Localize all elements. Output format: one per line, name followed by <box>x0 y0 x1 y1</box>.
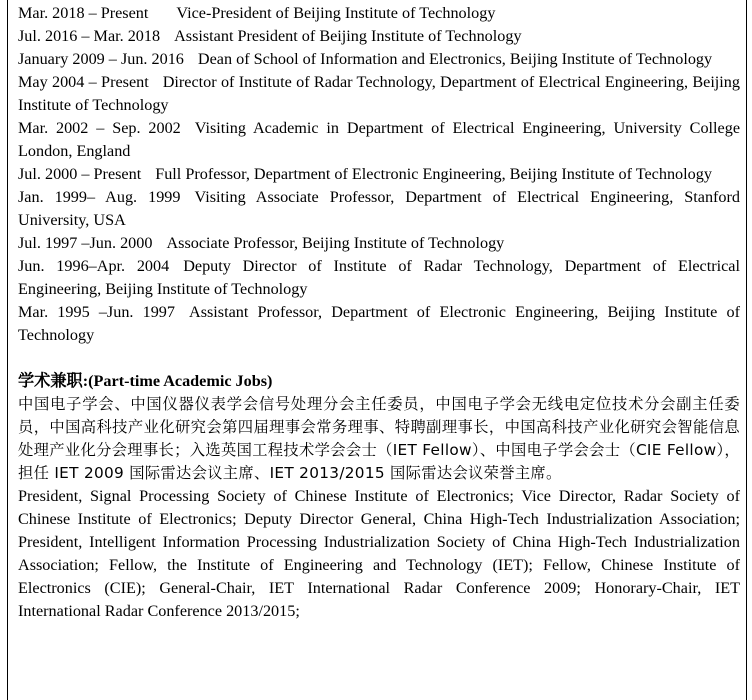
career-entry <box>18 25 740 48</box>
career-entry <box>18 117 740 163</box>
parttime-chinese-text: 中国电子学会、中国仪器仪表学会信号处理分会主任委员，中国电子学会无线电定位技术分会副主任委员，中国高科技产业化研究会第四届理事会常务理事、特聘副理事长，中国高科技产业化研究会智能信息处理产业化分会理事长；入选英国工程技术学会会士（IET Fellow）、中国电子学会会士（CIE Fellow），担任 IET 2009 国际雷达会议主席、IET 2013/2015 国际雷达会议荣誉主席。 <box>18 395 740 482</box>
career-role: Associate Professor, Beijing Institute of Technology <box>166 234 505 252</box>
career-date: Jan. 1999– Aug. 1999 <box>18 188 181 206</box>
career-date: Mar. 2018 – Present <box>18 4 149 22</box>
career-role: Assistant Professor, Department of Electronic Engineering, Beijing Institute of Technology <box>18 303 740 344</box>
career-date: Mar. 2002 – Sep. 2002 <box>18 119 181 137</box>
career-date: January 2009 – Jun. 2016 <box>18 50 184 68</box>
parttime-section-title: 学术兼职:(Part-time Academic Jobs) <box>18 372 273 390</box>
career-entry <box>18 301 740 347</box>
career-date: Jul. 2016 – Mar. 2018 <box>18 27 161 45</box>
career-role: Visiting Academic in Department of Electrical Engineering, University College London, England <box>18 119 740 160</box>
career-entry <box>18 2 740 25</box>
career-role: Full Professor, Department of Electronic Engineering, Beijing Institute of Technology <box>155 165 712 183</box>
career-list <box>18 2 740 347</box>
parttime-english-text: President, Signal Processing Society of Chinese Institute of Electronics; Vice Director, Radar Society of Chinese Institute of Electronics; Deputy Director General, China High-Tech Industrialization Association; President, Intelligent Information Processing Industrialization Society of China High-Tech Industrialization Association; Fellow, the Institute of Engineering and Technology (IET); Fellow, Chinese Institute of Electronics (CIE); General-Chair, IET International Radar Conference 2009; Honorary-Chair, IET International Radar Conference 2013/2015; <box>18 487 740 620</box>
career-entry <box>18 163 740 186</box>
career-role: Director of Institute of Radar Technology, Department of Electrical Engineering, Beijing Institute of Technology <box>18 73 740 114</box>
career-role: Dean of School of Information and Electronics, Beijing Institute of Technology <box>197 50 713 68</box>
career-date: May 2004 – Present <box>18 73 149 91</box>
career-date: Jul. 2000 – Present <box>18 165 142 183</box>
career-role: Vice-President of Beijing Institute of Technology <box>176 4 496 22</box>
career-entry <box>18 232 740 255</box>
document-page <box>7 0 747 700</box>
career-date: Jun. 1996–Apr. 2004 <box>18 257 170 275</box>
career-date: Mar. 1995 –Jun. 1997 <box>18 303 175 321</box>
career-role: Assistant President of Beijing Institute of Technology <box>174 27 522 45</box>
career-role: Deputy Director of Institute of Radar Technology, Department of Electrical Engineering, Beijing Institute of Technology <box>18 257 740 298</box>
section-spacer <box>18 347 740 370</box>
career-role: Visiting Associate Professor, Department of Electrical Engineering, Stanford University, USA <box>18 188 741 229</box>
career-date: Jul. 1997 –Jun. 2000 <box>18 234 153 252</box>
document-content <box>18 2 740 623</box>
career-entry <box>18 48 740 71</box>
career-entry <box>18 255 740 301</box>
career-entry <box>18 71 740 117</box>
career-entry <box>18 186 740 232</box>
